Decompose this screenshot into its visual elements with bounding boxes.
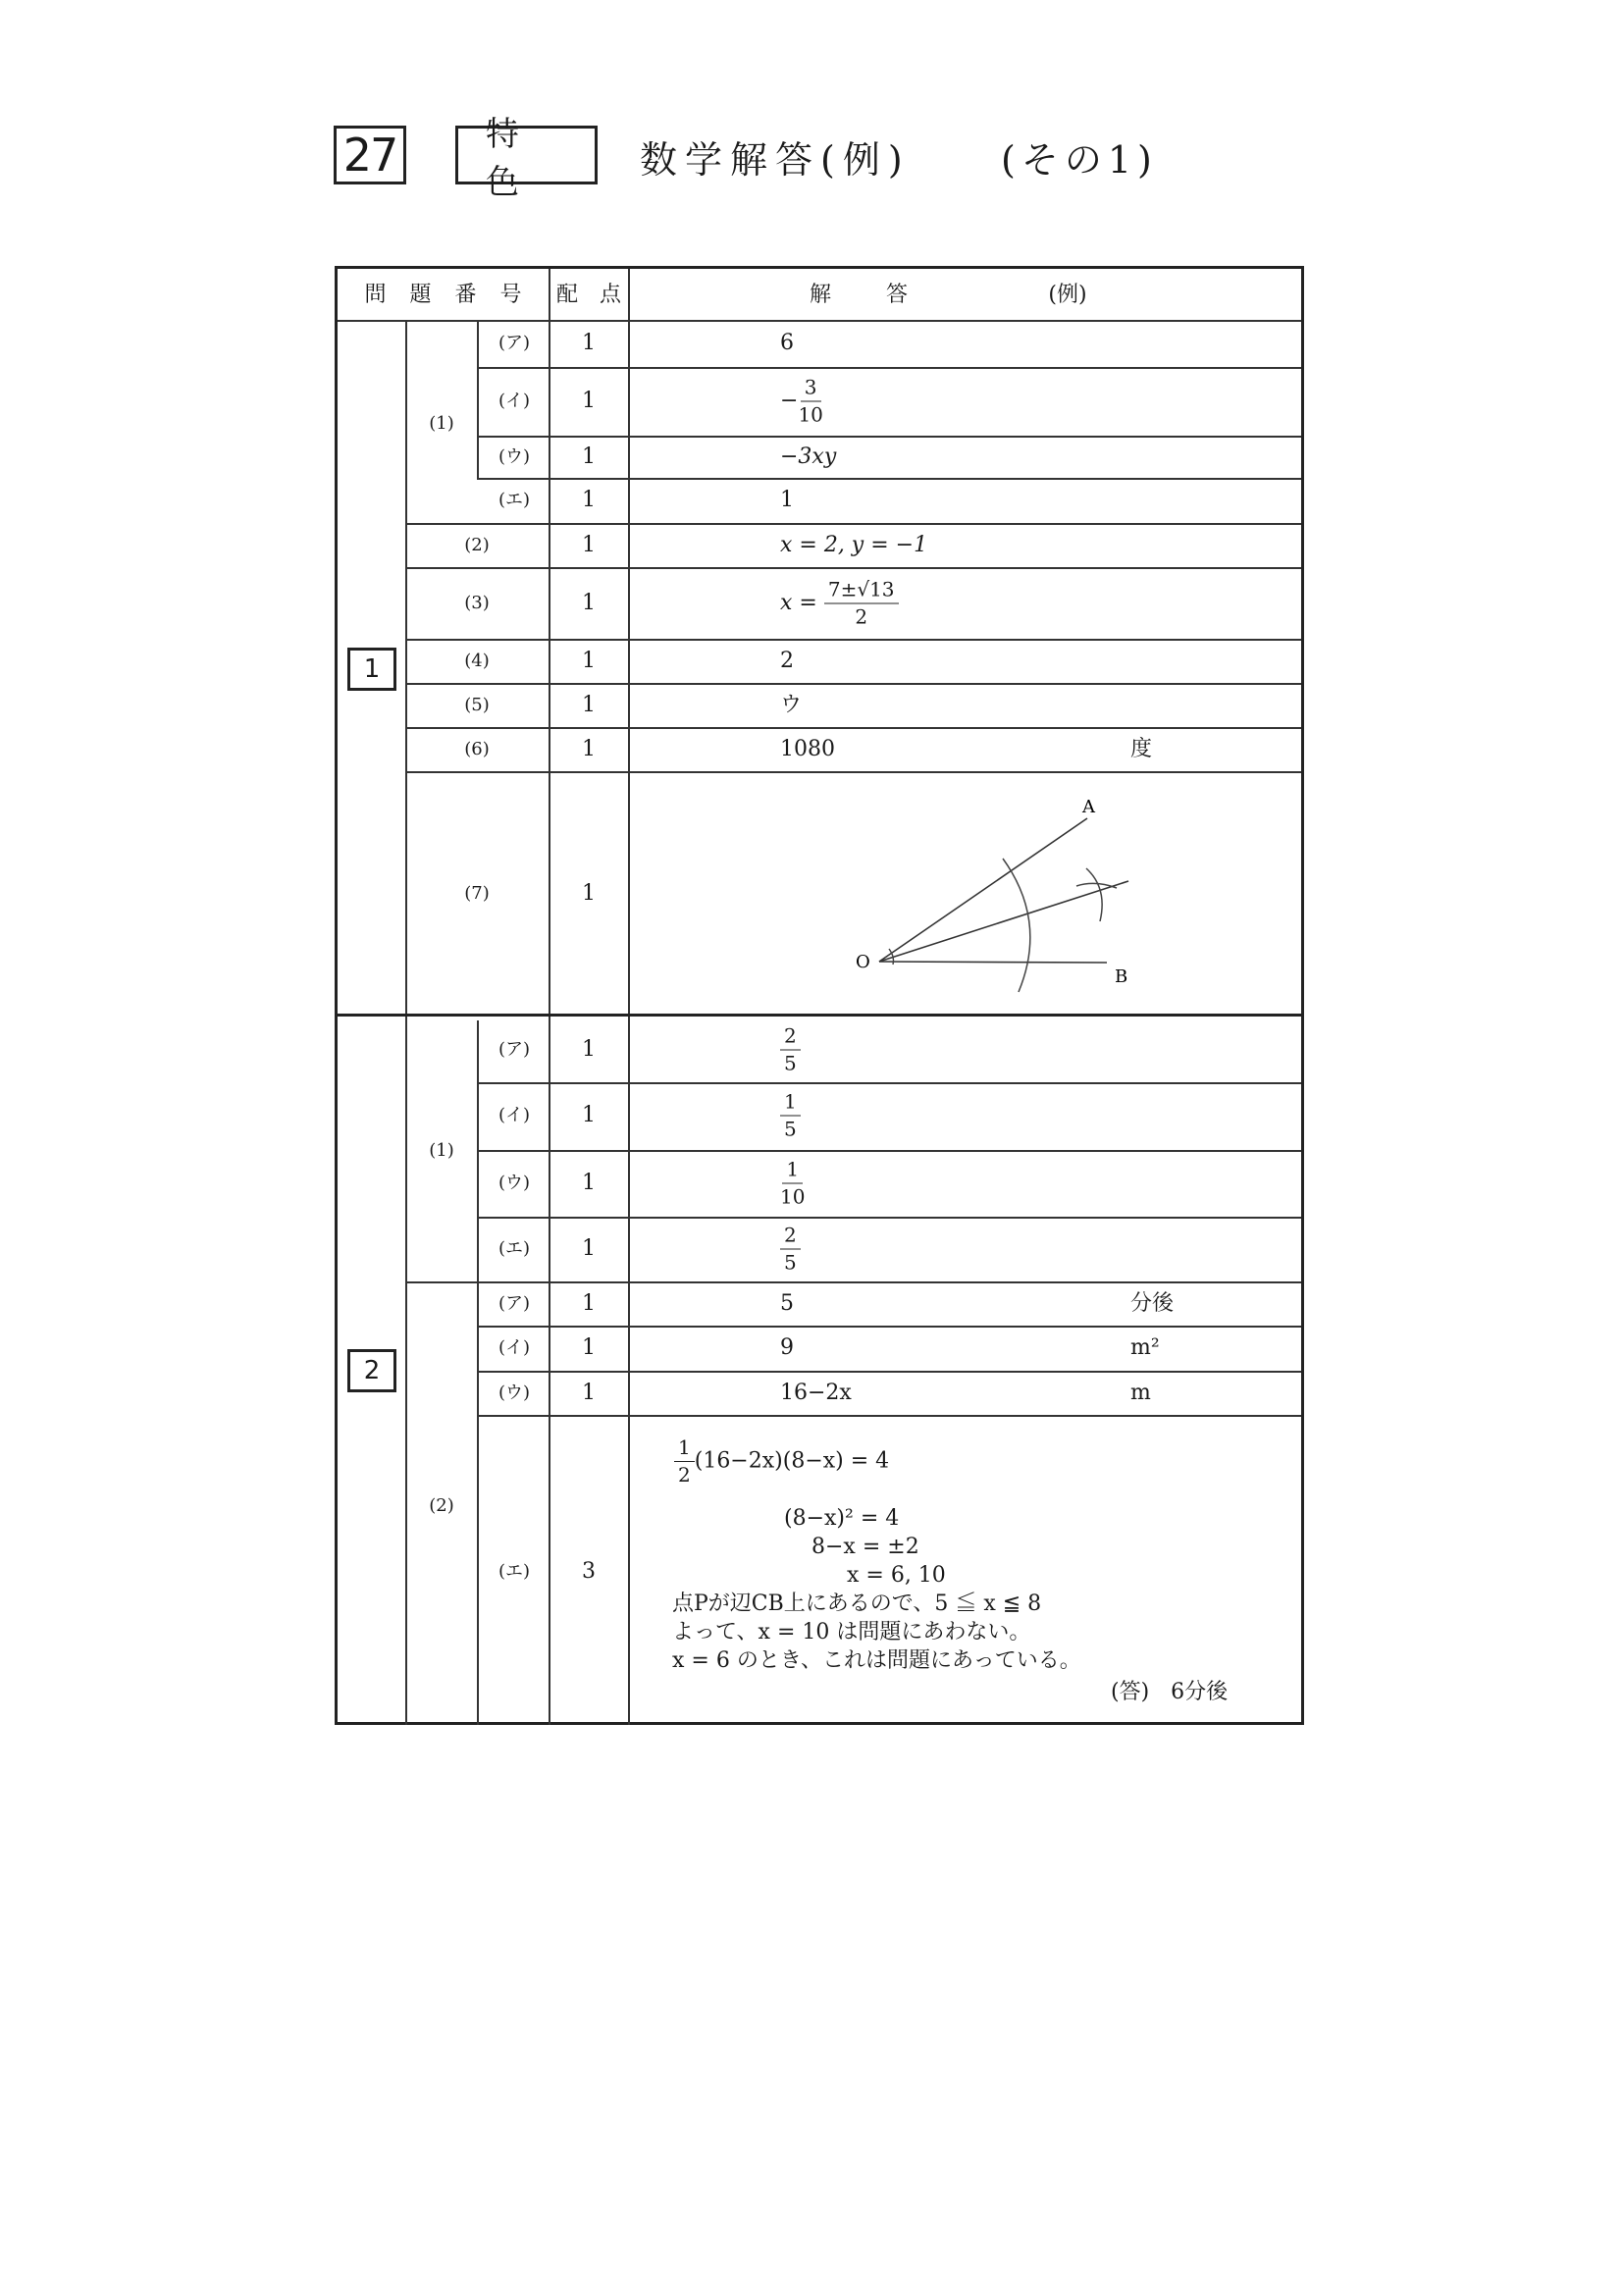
q1-6-answer: 1080 xyxy=(780,737,835,761)
q2-1e-answer xyxy=(780,1225,801,1275)
compass-arc xyxy=(1003,859,1030,992)
q1-3-label: (3) xyxy=(464,593,490,613)
q1-2-answer: x = 2, y = −1 xyxy=(780,533,928,557)
bisector-ray xyxy=(879,881,1128,962)
col-divider xyxy=(477,320,479,478)
point-b-label: B xyxy=(1115,966,1128,987)
row-divider xyxy=(405,567,1301,569)
bisector-construction-figure xyxy=(769,784,1221,1000)
q2-2a-answer: 5 xyxy=(780,1291,794,1316)
q1-5-label: (5) xyxy=(464,695,490,715)
q1-1e-answer: 1 xyxy=(780,488,794,512)
col-divider xyxy=(405,320,407,1725)
q2-2e-label: (エ) xyxy=(497,1561,531,1582)
q1-7-label: (7) xyxy=(464,883,490,904)
ray-oa xyxy=(879,818,1087,962)
q1-1u-answer: −3xy xyxy=(780,444,837,469)
q2-1u-points: 1 xyxy=(582,1171,596,1195)
q1-6-unit: 度 xyxy=(1130,737,1153,761)
q1-2-points: 1 xyxy=(582,533,596,557)
q2-2i-points: 1 xyxy=(582,1335,596,1360)
fraction-numerator: 1 xyxy=(780,1091,801,1117)
q1-1u-points: 1 xyxy=(582,444,596,469)
row-divider xyxy=(477,1082,1301,1084)
fraction-denominator: 10 xyxy=(798,402,823,427)
solution-line-3: 8−x = ±2 xyxy=(812,1535,919,1559)
solution-line-2: (8−x)² = 4 xyxy=(784,1506,900,1531)
exam-number-box: 27 xyxy=(334,126,406,184)
q1-3-points: 1 xyxy=(582,591,596,615)
question-2-box: 2 xyxy=(347,1349,396,1392)
fraction-denominator: 2 xyxy=(855,604,868,629)
ray-ob xyxy=(879,962,1107,963)
col-divider xyxy=(549,269,550,1725)
q1-1i-sign: − xyxy=(780,389,799,413)
q1-5-points: 1 xyxy=(582,693,596,717)
row-divider xyxy=(477,478,1301,480)
q2-2a-label: (ア) xyxy=(497,1293,531,1314)
q2-2a-points: 1 xyxy=(582,1291,596,1316)
q2-2u-label: (ウ) xyxy=(497,1383,531,1403)
q2-1a-label: (ア) xyxy=(497,1039,531,1060)
col-header-answer: 解 答 xyxy=(809,283,913,307)
answer-table xyxy=(335,266,1304,1725)
col-header-answer-rei: (例) xyxy=(1048,283,1087,307)
q2-2i-label: (イ) xyxy=(497,1337,531,1358)
q2-1u-label: (ウ) xyxy=(497,1173,531,1193)
fraction-denominator: 10 xyxy=(780,1184,806,1209)
q2-sub2-label: (2) xyxy=(429,1495,454,1516)
q2-1e-fraction xyxy=(780,1225,801,1275)
fraction-numerator: 2 xyxy=(780,1025,801,1051)
solution-line-5: 点Pが辺CB上にあるので、5 ≦ x ≦ 8 xyxy=(672,1592,1042,1616)
row-divider xyxy=(477,1371,1301,1373)
row-divider xyxy=(477,367,1301,369)
q2-2u-points: 1 xyxy=(582,1381,596,1405)
q2-1i-answer xyxy=(780,1091,801,1141)
section-divider xyxy=(338,1014,1301,1017)
page-part: (その1) xyxy=(1001,138,1158,182)
solution-line-1: (16−2x)(8−x) = 4 xyxy=(694,1448,890,1474)
fraction-numerator: 2 xyxy=(780,1225,801,1250)
col-header-question: 問 題 番 号 xyxy=(364,283,523,307)
q1-4-answer: 2 xyxy=(780,649,794,673)
q1-1a-answer: 6 xyxy=(780,331,794,355)
q1-1e-points: 1 xyxy=(582,488,596,512)
q2-1u-fraction xyxy=(780,1159,805,1209)
row-divider xyxy=(477,1415,1301,1417)
row-divider xyxy=(477,436,1301,438)
q1-5-answer: ウ xyxy=(780,693,803,717)
q2-2u-answer: 16−2x xyxy=(780,1381,852,1405)
row-divider xyxy=(405,683,1301,685)
q2-1e-label: (エ) xyxy=(497,1238,531,1259)
point-o-label: O xyxy=(856,952,870,972)
question-1-box: 1 xyxy=(347,648,396,691)
q2-2i-unit: m² xyxy=(1130,1335,1160,1360)
q2-sub1-label: (1) xyxy=(429,1140,454,1161)
col-divider xyxy=(477,1020,479,1725)
q1-1i-answer xyxy=(780,377,823,427)
q2-2a-unit: 分後 xyxy=(1130,1291,1175,1316)
fraction-denominator: 5 xyxy=(784,1117,797,1141)
q2-2e-points: 3 xyxy=(582,1559,596,1584)
q1-1i-label: (イ) xyxy=(497,391,531,411)
q1-6-label: (6) xyxy=(464,739,490,759)
fraction-numerator: 7±√13 xyxy=(824,579,899,604)
q1-6-points: 1 xyxy=(582,737,596,761)
q2-2u-unit: m xyxy=(1130,1381,1151,1405)
col-divider xyxy=(628,269,630,1725)
q1-3-fraction xyxy=(824,579,899,629)
solution-line-6: よって、x = 10 は問題にあわない。 xyxy=(672,1620,1031,1644)
intersection-arc xyxy=(1086,868,1102,921)
q1-1a-points: 1 xyxy=(582,331,596,355)
q1-4-points: 1 xyxy=(582,649,596,673)
row-divider xyxy=(477,1326,1301,1328)
q2-1u-answer xyxy=(780,1159,805,1209)
solution-equation-1 xyxy=(674,1436,889,1487)
q1-1e-label: (エ) xyxy=(497,490,531,510)
exam-type-box: 特色 xyxy=(455,126,598,184)
row-divider xyxy=(405,1281,1301,1283)
q1-1a-label: (ア) xyxy=(497,333,531,353)
solution-line-4: x = 6, 10 xyxy=(847,1563,946,1588)
q2-2i-answer: 9 xyxy=(780,1335,794,1360)
point-a-label: A xyxy=(1082,797,1095,817)
fraction-denominator: 5 xyxy=(784,1250,797,1275)
fraction-denominator: 2 xyxy=(678,1463,691,1487)
q1-sub1-label: (1) xyxy=(429,413,454,434)
solution-line-7: x = 6 のとき、これは問題にあっている。 xyxy=(672,1648,1081,1673)
q1-1i-points: 1 xyxy=(582,389,596,413)
fraction-numerator: 1 xyxy=(782,1159,803,1184)
col-header-points: 配 点 xyxy=(555,283,622,307)
fraction-denominator: 5 xyxy=(784,1051,797,1075)
q2-1a-fraction xyxy=(780,1025,801,1075)
row-divider xyxy=(405,727,1301,729)
page-title: 数学解答(例) xyxy=(640,138,911,182)
q2-1i-label: (イ) xyxy=(497,1105,531,1125)
q2-1a-answer xyxy=(780,1025,801,1075)
q1-7-points: 1 xyxy=(582,881,596,906)
row-divider xyxy=(338,320,1301,322)
fraction-numerator: 1 xyxy=(674,1436,695,1462)
q1-1u-label: (ウ) xyxy=(497,446,531,467)
row-divider xyxy=(405,771,1301,773)
row-divider xyxy=(405,639,1301,641)
row-divider xyxy=(477,1150,1301,1152)
final-answer: (答) 6分後 xyxy=(1111,1680,1229,1704)
q1-1i-fraction xyxy=(798,377,822,427)
q2-1e-points: 1 xyxy=(582,1236,596,1261)
q1-3-lhs: x = xyxy=(780,591,817,615)
q1-2-label: (2) xyxy=(464,535,490,555)
q1-3-answer xyxy=(780,579,899,629)
q2-1i-points: 1 xyxy=(582,1103,596,1127)
q2-1i-fraction xyxy=(780,1091,801,1141)
row-divider xyxy=(405,523,1301,525)
row-divider xyxy=(477,1217,1301,1219)
q2-1a-points: 1 xyxy=(582,1037,596,1062)
half-fraction xyxy=(674,1436,695,1487)
q1-4-label: (4) xyxy=(464,651,490,671)
fraction-numerator: 3 xyxy=(801,377,821,402)
